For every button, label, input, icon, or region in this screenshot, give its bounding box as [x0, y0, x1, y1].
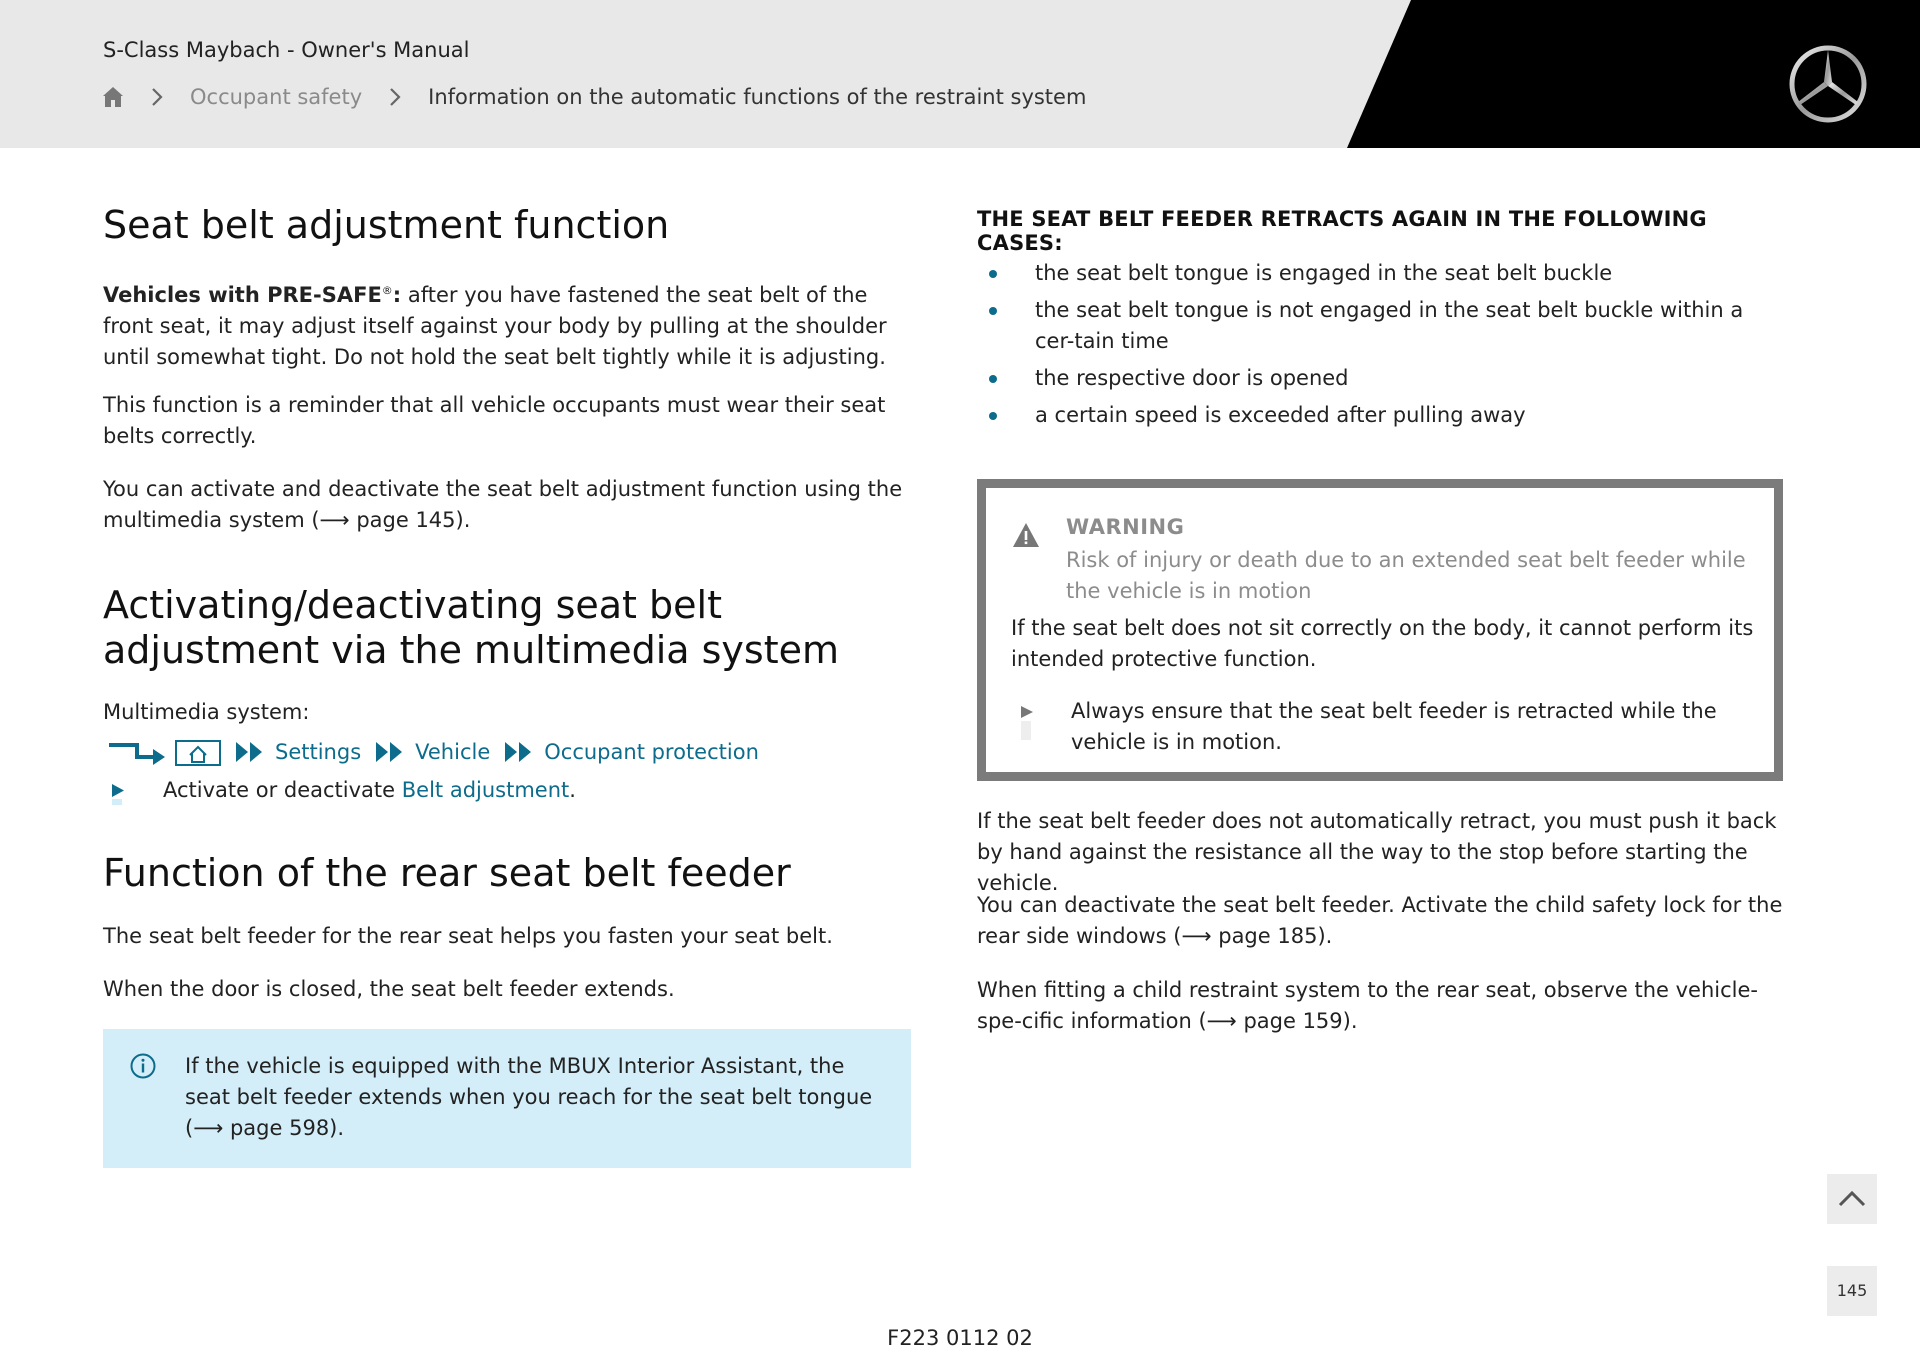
instruction-step [103, 775, 576, 806]
home-button-icon [175, 738, 221, 766]
pre-safe-text: after you have fastened the seat belt of the front seat, it may adjust itself against your body by pulling at the shoulder until somewhat tight. Do not hold the seat belt tightly while it is adjusting. [103, 283, 887, 369]
cases-heading: THE SEAT BELT FEEDER RETRACTS AGAIN IN THE FOLLOWING CASES: [977, 207, 1707, 255]
paragraph-reminder: This function is a reminder that all vehicle occupants must wear their seat belts correctly. [103, 393, 886, 448]
paragraph-feeder-helps: The seat belt feeder for the rear seat helps you fasten your seat belt. [103, 924, 833, 948]
list-item [977, 400, 1783, 431]
nav-occupant-protection: Occupant protection [544, 740, 759, 764]
paragraph-feeder-extends: When the door is closed, the seat belt feeder extends. [103, 977, 675, 1001]
breadcrumb-link-occupant-safety[interactable]: Occupant safety [190, 85, 363, 109]
case-text: the seat belt tongue is engaged in the seat belt buckle [1035, 261, 1613, 285]
section-heading-activating-deactivating: Activating/deactivating seat belt adjustment via the multimedia system [103, 583, 839, 672]
list-item [977, 295, 1783, 357]
home-icon[interactable] [102, 86, 124, 108]
double-chevron-icon [235, 741, 267, 763]
multimedia-system-label: Multimedia system: [103, 700, 310, 724]
paragraph-pre-safe [103, 275, 911, 373]
breadcrumb-current: Information on the automatic functions of the restraint system [428, 85, 1087, 109]
info-icon [130, 1053, 156, 1079]
section-heading-seat-belt-adjustment: Seat belt adjustment function [103, 203, 670, 247]
scroll-to-top-button[interactable] [1827, 1174, 1877, 1224]
nav-settings: Settings [275, 740, 362, 764]
bullet-icon [989, 270, 997, 278]
bullet-icon [989, 375, 997, 383]
section-heading-rear-seat-belt-feeder: Function of the rear seat belt feeder [103, 851, 791, 895]
warning-subtitle: Risk of injury or death due to an extended seat belt feeder while the vehicle is in motion [1066, 548, 1746, 603]
step-triangle-icon [109, 775, 129, 806]
page-number-button[interactable]: 145 [1827, 1266, 1877, 1316]
cases-list [977, 258, 1783, 437]
paragraph-child-restraint: When fitting a child restraint system to the rear seat, observe the vehicle-spe-cific information (⟶ page 159). [977, 978, 1758, 1033]
mercedes-star-logo [1788, 44, 1868, 124]
warning-box [977, 479, 1783, 781]
registered-mark: ® [381, 284, 393, 297]
nav-vehicle: Vehicle [415, 740, 491, 764]
chevron-up-icon [1827, 1174, 1877, 1224]
paragraph-push-back: If the seat belt feeder does not automatically retract, you must push it back by hand against the resistance all the way to the stop before starting the vehicle. [977, 809, 1777, 895]
step-text [163, 775, 576, 806]
pre-safe-label: Vehicles with PRE-SAFE [103, 283, 382, 307]
paragraph-deactivate-feeder: You can deactivate the seat belt feeder. Activate the child safety lock for the rear side windows (⟶ page 185). [977, 893, 1783, 948]
bullet-icon [989, 307, 997, 315]
step-suffix: . [569, 778, 576, 802]
navigation-path [103, 735, 759, 769]
warning-step: Always ensure that the seat belt feeder is retracted while the vehicle is in motion. [1071, 699, 1717, 754]
navigation-arrow-icon [103, 737, 171, 767]
belt-adjustment-link[interactable]: Belt adjustment [401, 778, 570, 802]
chevron-right-icon [388, 87, 402, 107]
double-chevron-icon [375, 741, 407, 763]
step-prefix: Activate or deactivate [163, 778, 402, 802]
pre-safe-colon: : [392, 283, 402, 307]
case-text: the respective door is opened [1035, 366, 1349, 390]
warning-triangle-icon [1011, 521, 1041, 549]
case-text: the seat belt tongue is not engaged in the seat belt buckle within a cer-tain time [1035, 298, 1744, 353]
step-triangle-icon [1020, 704, 1034, 740]
chevron-right-icon [150, 87, 164, 107]
warning-body: If the seat belt does not sit correctly on the body, it cannot perform its intended protective function. [1011, 616, 1754, 671]
info-box [103, 1029, 911, 1168]
paragraph-activate-deactivate: You can activate and deactivate the seat belt adjustment function using the multimedia system (⟶ page 145). [103, 477, 903, 532]
breadcrumb [102, 82, 1086, 112]
list-item [977, 363, 1783, 394]
warning-title: WARNING [1066, 515, 1185, 539]
double-chevron-icon [504, 741, 536, 763]
list-item [977, 258, 1783, 289]
manual-title: S-Class Maybach - Owner's Manual [103, 38, 470, 62]
info-text: If the vehicle is equipped with the MBUX Interior Assistant, the seat belt feeder extends when you reach for the seat belt tongue (⟶ page 598). [185, 1054, 873, 1140]
footer-document-code: F223 0112 02 [887, 1326, 1033, 1350]
case-text: a certain speed is exceeded after pulling away [1035, 403, 1526, 427]
bullet-icon [989, 412, 997, 420]
